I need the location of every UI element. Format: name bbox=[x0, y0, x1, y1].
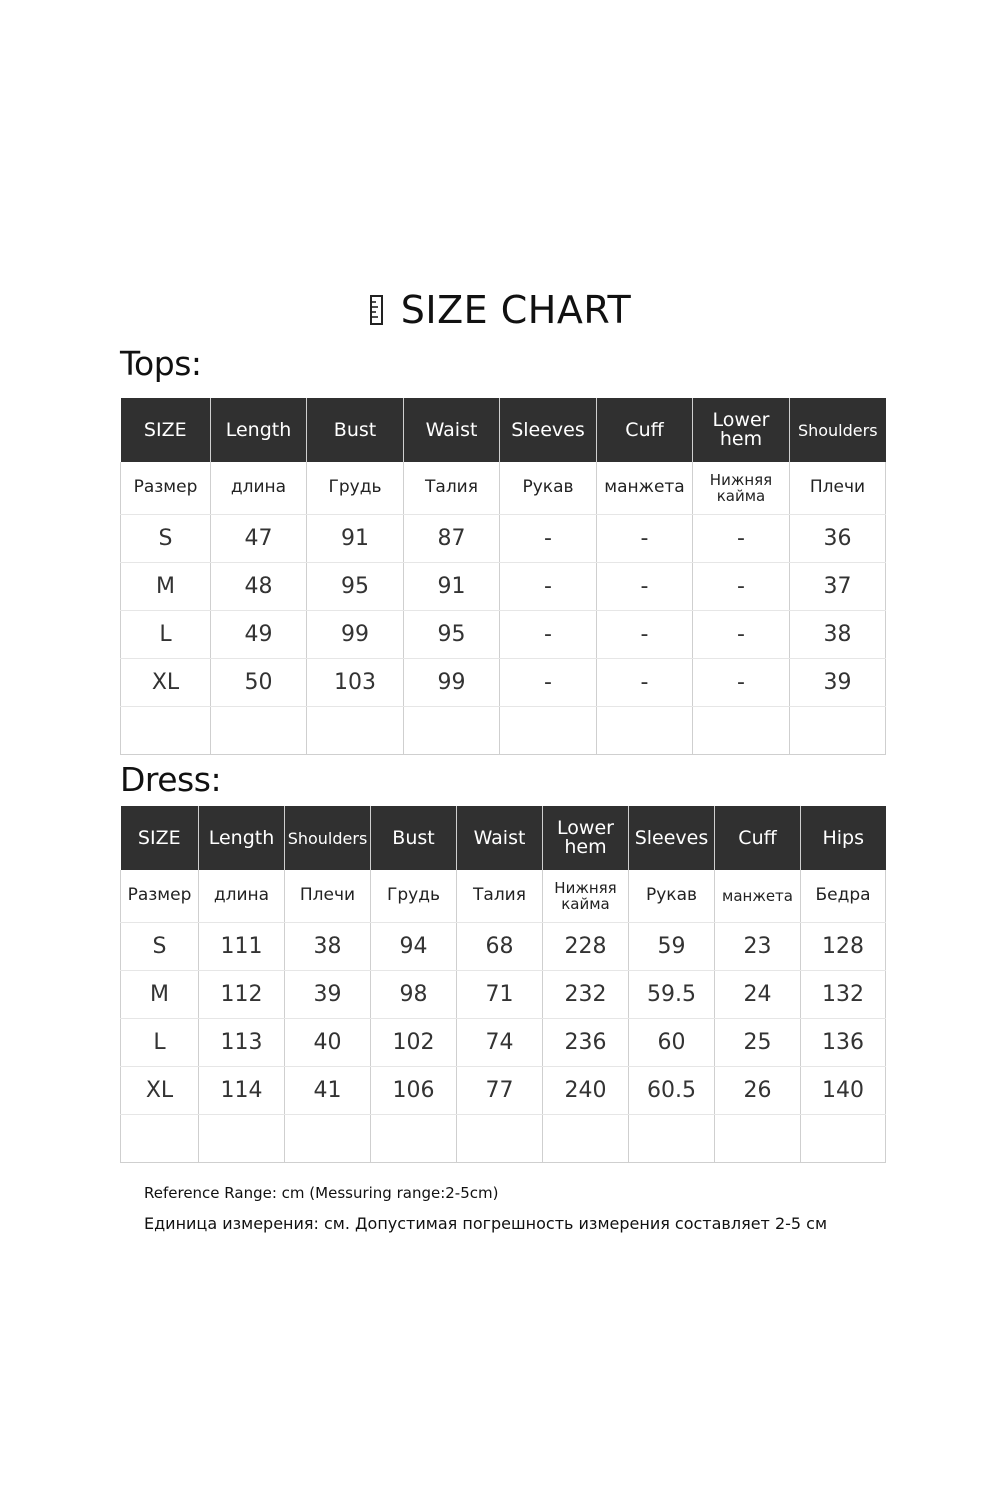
dress-header-waist: Waist bbox=[457, 806, 543, 870]
table-cell: 71 bbox=[457, 970, 543, 1018]
reference-range-note: Reference Range: cm (Messuring range:2-5cm) bbox=[144, 1184, 499, 1202]
dress-ru-header-cuff: манжета bbox=[715, 870, 801, 922]
table-cell: 99 bbox=[307, 610, 404, 658]
table-cell: 23 bbox=[715, 922, 801, 970]
dress-ru-header-size: Размер bbox=[121, 870, 199, 922]
reference-range-note-ru: Единица измерения: см. Допустимая погрешность измерения составляет 2-5 см bbox=[144, 1214, 828, 1233]
tops-ru-header-bust: Грудь bbox=[307, 462, 404, 514]
table-cell: S bbox=[121, 922, 199, 970]
table-cell: - bbox=[597, 610, 693, 658]
table-cell: - bbox=[500, 610, 597, 658]
dress-header-lower-hem: Lower hem bbox=[543, 806, 629, 870]
empty-table-row bbox=[121, 1114, 886, 1162]
table-cell: 103 bbox=[307, 658, 404, 706]
table-cell: 95 bbox=[307, 562, 404, 610]
dress-header-sleeves: Sleeves bbox=[629, 806, 715, 870]
tops-header-lower-hem: Lower hem bbox=[693, 398, 790, 462]
tops-ru-header-sleeves: Рукав bbox=[500, 462, 597, 514]
table-cell: 94 bbox=[371, 922, 457, 970]
tops-ru-header-length: длина bbox=[211, 462, 307, 514]
table-cell: - bbox=[500, 514, 597, 562]
dress-header-length: Length bbox=[199, 806, 285, 870]
table-cell: - bbox=[693, 562, 790, 610]
size-chart-title bbox=[0, 284, 1000, 336]
tops-header-cuff: Cuff bbox=[597, 398, 693, 462]
dress-ru-header-bust: Грудь bbox=[371, 870, 457, 922]
table-cell: - bbox=[597, 514, 693, 562]
tops-header-shoulders: Shoulders bbox=[790, 398, 886, 462]
dress-section-label: Dress: bbox=[120, 760, 222, 799]
table-cell: 77 bbox=[457, 1066, 543, 1114]
tops-ru-header-cuff: манжета bbox=[597, 462, 693, 514]
table-cell: 37 bbox=[790, 562, 886, 610]
ruler-icon bbox=[369, 293, 385, 327]
table-cell: 132 bbox=[801, 970, 886, 1018]
dress-header-row bbox=[121, 806, 886, 870]
table-cell: 26 bbox=[715, 1066, 801, 1114]
table-cell: 60.5 bbox=[629, 1066, 715, 1114]
tops-header-bust: Bust bbox=[307, 398, 404, 462]
tops-ru-header-waist: Талия bbox=[404, 462, 500, 514]
tops-russian-header-row bbox=[121, 462, 886, 514]
table-row bbox=[121, 658, 886, 706]
table-row bbox=[121, 514, 886, 562]
table-cell: XL bbox=[121, 658, 211, 706]
tops-ru-header-lower-hem: Нижняя кайма bbox=[693, 462, 790, 514]
tops-header-length: Length bbox=[211, 398, 307, 462]
table-cell: 59.5 bbox=[629, 970, 715, 1018]
table-cell: 136 bbox=[801, 1018, 886, 1066]
table-cell: 36 bbox=[790, 514, 886, 562]
tops-section-label: Tops: bbox=[120, 344, 202, 383]
table-cell: 240 bbox=[543, 1066, 629, 1114]
table-cell: L bbox=[121, 610, 211, 658]
table-cell: S bbox=[121, 514, 211, 562]
table-cell: 95 bbox=[404, 610, 500, 658]
table-row bbox=[121, 562, 886, 610]
table-cell: 68 bbox=[457, 922, 543, 970]
table-row bbox=[121, 1066, 886, 1114]
tops-size-table bbox=[120, 398, 886, 755]
dress-header-cuff: Cuff bbox=[715, 806, 801, 870]
dress-header-hips: Hips bbox=[801, 806, 886, 870]
empty-table-row bbox=[121, 706, 886, 754]
page-title: SIZE CHART bbox=[400, 288, 632, 332]
table-cell: 24 bbox=[715, 970, 801, 1018]
table-cell: 87 bbox=[404, 514, 500, 562]
table-cell: 74 bbox=[457, 1018, 543, 1066]
table-cell: M bbox=[121, 970, 199, 1018]
table-row bbox=[121, 922, 886, 970]
table-cell: - bbox=[693, 658, 790, 706]
table-cell: L bbox=[121, 1018, 199, 1066]
table-cell: 114 bbox=[199, 1066, 285, 1114]
table-cell: 99 bbox=[404, 658, 500, 706]
table-cell: 40 bbox=[285, 1018, 371, 1066]
dress-ru-header-hips: Бедра bbox=[801, 870, 886, 922]
table-cell: 91 bbox=[404, 562, 500, 610]
dress-ru-header-waist: Талия bbox=[457, 870, 543, 922]
tops-header-size: SIZE bbox=[121, 398, 211, 462]
dress-header-bust: Bust bbox=[371, 806, 457, 870]
table-cell: 140 bbox=[801, 1066, 886, 1114]
table-cell: - bbox=[500, 562, 597, 610]
table-cell: 111 bbox=[199, 922, 285, 970]
dress-ru-header-lower-hem: Нижняя кайма bbox=[543, 870, 629, 922]
table-cell: - bbox=[500, 658, 597, 706]
table-cell: 41 bbox=[285, 1066, 371, 1114]
table-cell: 49 bbox=[211, 610, 307, 658]
table-cell: 113 bbox=[199, 1018, 285, 1066]
tops-header-row bbox=[121, 398, 886, 462]
dress-ru-header-length: длина bbox=[199, 870, 285, 922]
table-cell: - bbox=[597, 658, 693, 706]
table-cell: 47 bbox=[211, 514, 307, 562]
tops-header-sleeves: Sleeves bbox=[500, 398, 597, 462]
table-cell: 39 bbox=[790, 658, 886, 706]
tops-header-waist: Waist bbox=[404, 398, 500, 462]
table-cell: 232 bbox=[543, 970, 629, 1018]
table-cell: 106 bbox=[371, 1066, 457, 1114]
table-cell: 48 bbox=[211, 562, 307, 610]
table-cell: 91 bbox=[307, 514, 404, 562]
table-cell: 38 bbox=[790, 610, 886, 658]
dress-russian-header-row bbox=[121, 870, 886, 922]
table-row bbox=[121, 610, 886, 658]
table-cell: - bbox=[597, 562, 693, 610]
table-cell: 128 bbox=[801, 922, 886, 970]
table-cell: 38 bbox=[285, 922, 371, 970]
dress-ru-header-sleeves: Рукав bbox=[629, 870, 715, 922]
table-cell: XL bbox=[121, 1066, 199, 1114]
table-cell: 25 bbox=[715, 1018, 801, 1066]
tops-ru-header-shoulders: Плечи bbox=[790, 462, 886, 514]
table-cell: 60 bbox=[629, 1018, 715, 1066]
table-cell: 59 bbox=[629, 922, 715, 970]
tops-ru-header-size: Размер bbox=[121, 462, 211, 514]
dress-header-shoulders: Shoulders bbox=[285, 806, 371, 870]
table-cell: - bbox=[693, 610, 790, 658]
dress-ru-header-shoulders: Плечи bbox=[285, 870, 371, 922]
table-cell: 50 bbox=[211, 658, 307, 706]
table-cell: 39 bbox=[285, 970, 371, 1018]
table-row bbox=[121, 1018, 886, 1066]
dress-header-size: SIZE bbox=[121, 806, 199, 870]
table-cell: M bbox=[121, 562, 211, 610]
table-cell: 98 bbox=[371, 970, 457, 1018]
table-cell: 236 bbox=[543, 1018, 629, 1066]
table-cell: 102 bbox=[371, 1018, 457, 1066]
table-row bbox=[121, 970, 886, 1018]
dress-size-table bbox=[120, 806, 886, 1163]
table-cell: 112 bbox=[199, 970, 285, 1018]
table-cell: 228 bbox=[543, 922, 629, 970]
table-cell: - bbox=[693, 514, 790, 562]
